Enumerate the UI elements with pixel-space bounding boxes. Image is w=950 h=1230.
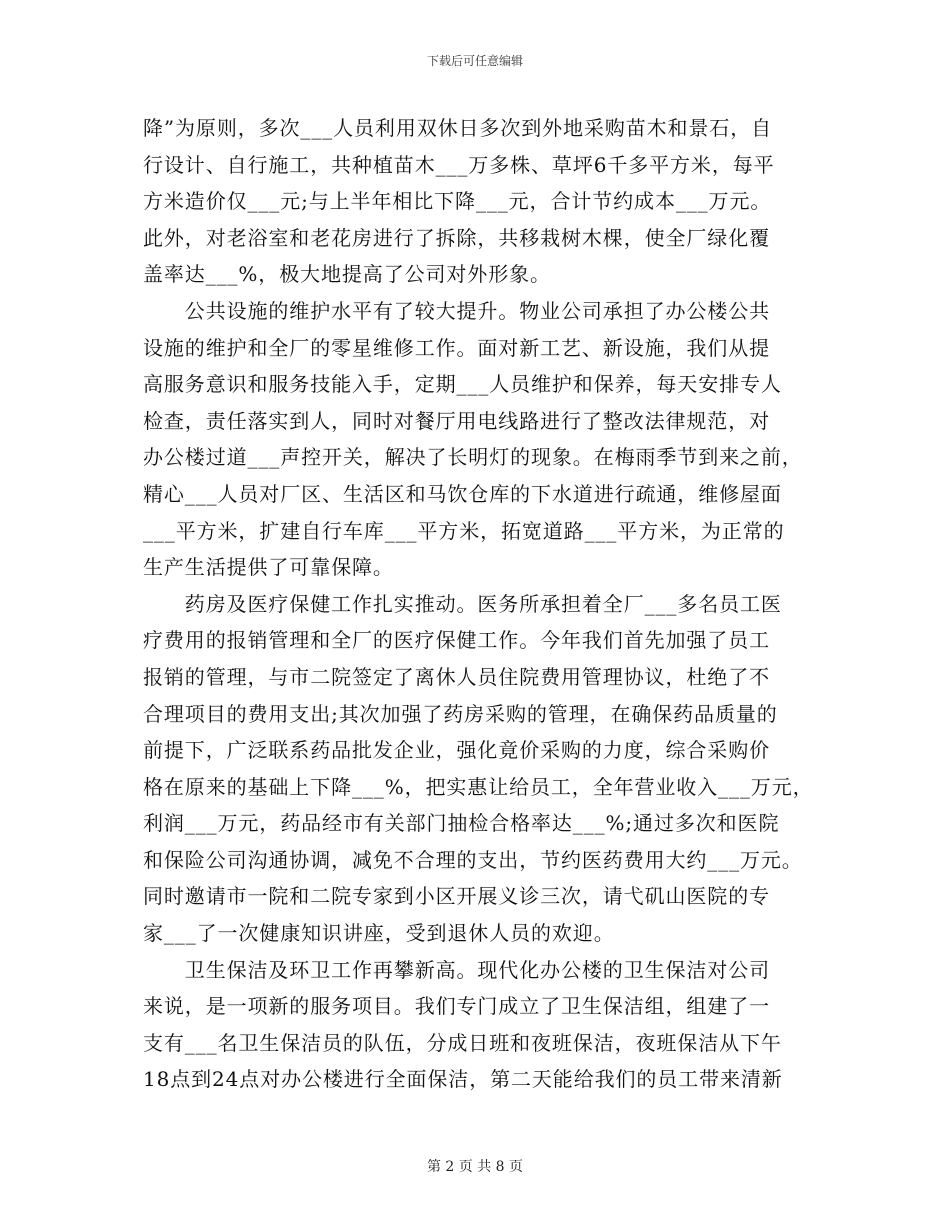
text-line: 盖率达___%，极大地提高了公司对外形象。 bbox=[143, 262, 551, 287]
text-line: 支有___名卫生保洁员的队伍，分成日班和夜班保洁，夜班保洁从下午 bbox=[143, 1030, 782, 1055]
text-line: 卫生保洁及环卫工作再攀新高。现代化办公楼的卫生保洁对公司 bbox=[143, 957, 770, 982]
document-body bbox=[143, 110, 823, 1098]
text-line: 高服务意识和服务技能入手，定期___人员维护和保养，每天安排专人 bbox=[143, 372, 782, 397]
text-line: 和保险公司沟通协调，减免不合理的支出，节约医药费用大约___万元。 bbox=[143, 847, 803, 872]
text-line: 方米造价仅___元;与上半年相比下降___元，合计节约成本___万元。 bbox=[143, 189, 772, 214]
page-header: 下载后可任意编辑 bbox=[426, 54, 523, 68]
text-line: ___平方米，扩建自行车库___平方米，拓宽道路___平方米，为正常的 bbox=[143, 518, 785, 543]
text-line: 疗费用的报销管理和全厂的医疗保健工作。今年我们首先加强了员工 bbox=[143, 628, 770, 653]
text-line: 精心___人员对厂区、生活区和马饮仓库的下水道进行疏通，维修屋面 bbox=[143, 481, 782, 506]
text-line: 同时邀请市一院和二院专家到小区开展义诊三次，请弋矶山医院的专 bbox=[143, 884, 770, 909]
text-line: 药房及医疗保健工作扎实推动。医务所承担着全厂___多名员工医 bbox=[143, 591, 782, 616]
text-line: 合理项目的费用支出;其次加强了药房采购的管理，在确保药品质量的 bbox=[143, 701, 778, 726]
text-line: 行设计、自行施工，共种植苗木___万多株、草坪6千多平方米，每平 bbox=[143, 152, 775, 177]
text-line: 此外，对老浴室和老花房进行了拆除，共移栽树木棵，使全厂绿化覆 bbox=[143, 225, 770, 250]
text-line: 前提下，广泛联系药品批发企业，强化竟价采购的力度，综合采购价 bbox=[143, 738, 770, 763]
text-line: 生产生活提供了可靠保障。 bbox=[143, 555, 394, 580]
text-line: 办公楼过道___声控开关，解决了长明灯的现象。在梅雨季节到来之前， bbox=[143, 445, 803, 470]
text-line: 家___了一次健康知识讲座，受到退休人员的欢迎。 bbox=[143, 921, 615, 946]
text-line: 利润___万元，药品经市有关部门抽检合格率达___%;通过多次和医院 bbox=[143, 811, 780, 836]
text-line: 公共设施的维护水平有了较大提升。物业公司承担了办公楼公共 bbox=[143, 298, 770, 323]
text-line: 降”为原则，多次___人员利用双休日多次到外地采购苗木和景石，自 bbox=[143, 116, 773, 140]
text-line: 来说，是一项新的服务项目。我们专门成立了卫生保洁组，组建了一 bbox=[143, 994, 770, 1019]
text-line: 检查，责任落实到人，同时对餐厅用电线路进行了整改法律规范，对 bbox=[143, 408, 770, 433]
text-line: 设施的维护和全厂的零星维修工作。面对新工艺、新设施，我们从提 bbox=[143, 335, 770, 360]
text-line: 18点到24点对办公楼进行全面保洁，第二天能给我们的员工带来清新 bbox=[143, 1067, 783, 1092]
text-line: 报销的管理，与市二院签定了离休人员住院费用管理协议，杜绝了不 bbox=[143, 664, 770, 689]
page-footer: 第 2 页 共 8 页 bbox=[426, 1159, 524, 1175]
text-line: 格在原来的基础上下降___%，把实惠让给员工，全年营业收入___万元， bbox=[143, 774, 814, 799]
